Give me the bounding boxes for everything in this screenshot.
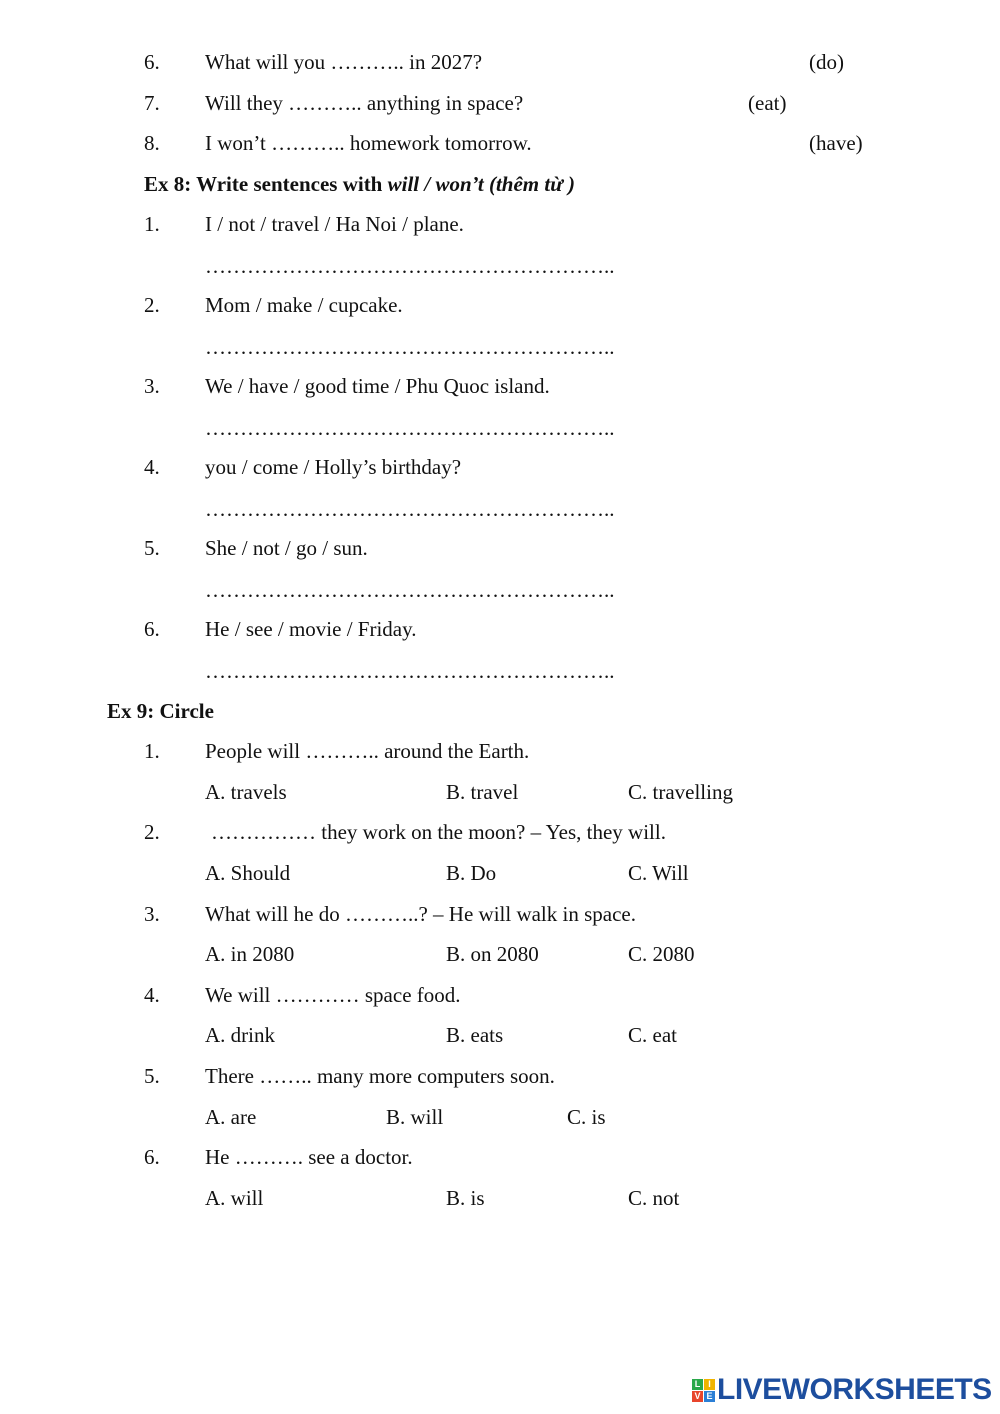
option-b[interactable]: B. will (386, 1105, 444, 1129)
logo-tile: L (692, 1379, 703, 1390)
mcq-question: People will ……….. around the Earth. (205, 739, 530, 763)
sentence-prompt: He / see / movie / Friday. (205, 617, 417, 641)
option-a[interactable]: A. are (205, 1105, 257, 1129)
item-number: 3. (144, 902, 160, 926)
logo-tile: V (692, 1391, 703, 1402)
logo-mark-icon (692, 1379, 715, 1402)
answer-line[interactable]: ………………………………………………….. (205, 254, 615, 278)
verb-hint: (have) (809, 131, 863, 155)
item-number: 8. (144, 131, 160, 155)
item-number: 1. (144, 739, 160, 763)
option-a[interactable]: A. drink (205, 1023, 275, 1047)
option-a[interactable]: A. Should (205, 861, 291, 885)
sentence-prompt: We / have / good time / Phu Quoc island. (205, 374, 550, 398)
ex9-title: Ex 9: Circle (107, 699, 214, 723)
mcq-question: He ………. see a doctor. (205, 1145, 413, 1169)
option-b[interactable]: B. Do (446, 861, 497, 885)
ex8-title: Ex 8: Write sentences with will / won’t (thêm từ ) (144, 172, 576, 196)
option-c[interactable]: C. is (567, 1105, 606, 1129)
item-number: 5. (144, 536, 160, 560)
sentence-prompt: you / come / Holly’s birthday? (205, 455, 462, 479)
item-number: 3. (144, 374, 160, 398)
item-number: 2. (144, 820, 160, 844)
item-number: 1. (144, 212, 160, 236)
option-c[interactable]: C. not (628, 1186, 680, 1210)
mcq-question: …………… they work on the moon? – Yes, they will. (211, 820, 666, 844)
verb-hint: (do) (809, 50, 844, 74)
option-b[interactable]: B. is (446, 1186, 485, 1210)
option-a[interactable]: A. travels (205, 780, 287, 804)
sentence-prompt: Mom / make / cupcake. (205, 293, 403, 317)
verb-hint: (eat) (748, 91, 787, 115)
logo-text: LIVEWORKSHEETS (717, 1373, 992, 1406)
mcq-question: There …….. many more computers soon. (205, 1064, 555, 1088)
option-a[interactable]: A. in 2080 (205, 942, 295, 966)
item-number: 5. (144, 1064, 160, 1088)
item-number: 6. (144, 617, 160, 641)
mcq-question: What will he do ………..? – He will walk in space. (205, 902, 636, 926)
option-b[interactable]: B. eats (446, 1023, 504, 1047)
fill-blank-question: Will they ……….. anything in space? (205, 91, 524, 115)
fill-blank-question: I won’t ……….. homework tomorrow. (205, 131, 532, 155)
answer-line[interactable]: ………………………………………………….. (205, 497, 615, 521)
item-number: 7. (144, 91, 160, 115)
item-number: 4. (144, 455, 160, 479)
item-number: 2. (144, 293, 160, 317)
option-c[interactable]: C. Will (628, 861, 689, 885)
sentence-prompt: She / not / go / sun. (205, 536, 368, 560)
option-c[interactable]: C. travelling (628, 780, 733, 804)
item-number: 6. (144, 1145, 160, 1169)
option-a[interactable]: A. will (205, 1186, 264, 1210)
sentence-prompt: I / not / travel / Ha Noi / plane. (205, 212, 464, 236)
item-number: 6. (144, 50, 160, 74)
option-c[interactable]: C. eat (628, 1023, 677, 1047)
answer-line[interactable]: ………………………………………………….. (205, 578, 615, 602)
answer-line[interactable]: ………………………………………………….. (205, 659, 615, 683)
answer-line[interactable]: ………………………………………………….. (205, 416, 615, 440)
answer-line[interactable]: ………………………………………………….. (205, 335, 615, 359)
option-b[interactable]: B. on 2080 (446, 942, 539, 966)
option-c[interactable]: C. 2080 (628, 942, 695, 966)
mcq-question: We will ………… space food. (205, 983, 461, 1007)
option-b[interactable]: B. travel (446, 780, 519, 804)
logo-tile: I (704, 1379, 715, 1390)
fill-blank-question: What will you ……….. in 2027? (205, 50, 483, 74)
item-number: 4. (144, 983, 160, 1007)
logo-tile: E (704, 1391, 715, 1402)
liveworksheets-logo (692, 1373, 992, 1407)
